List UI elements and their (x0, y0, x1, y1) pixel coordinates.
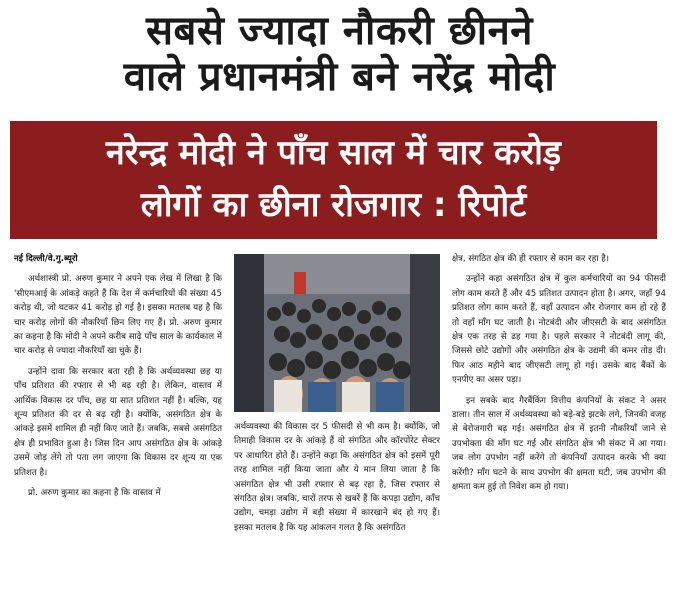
subheadline-banner (10, 121, 657, 239)
article-column-3 (452, 252, 666, 590)
main-headline (10, 8, 669, 100)
banner-line-2: लोगों का छीना रोजगार : रिपोर्ट (140, 185, 527, 225)
article-paragraph: अर्थशास्त्री प्रो. अरुण कुमार ने अपने एक लेख में लिखा है कि 'सीएमआई के आंकड़े कहते हैं कि देश में कर्मचारियों की संख्या 45 करोड़ थी, जो घटकर 41 करोड़ हो गई है। इसका मतलब यह है कि चार करोड़ लोगों की नौकरियाँ छिन लिए गए हैं। प्रो. अरुण कुमार का कहना है कि मोदी ने अपने करीब साढ़े पाँच साल के कार्यकाल में चार करोड़ से ज्यादा नौकरियाँ खा चुके हैं। (14, 274, 222, 357)
article-paragraph: इन सबके बाद गैरबैंकिंग वित्तीय कंपनियों के संकट ने असर डाला। तीन साल में अर्थव्यवस्था को बड़े-बड़े झटके लगे, जिनकी वजह से बेरोजगारी बढ़ गई। असंगठित क्षेत्र में इतनी नौकरियाँ जाने से उपभोक्ता की माँग घट गई और संगठित क्षेत्र भी संकट में आ गया। जब लोग उपभोग नहीं करेंगे तो कंपनियाँ उत्पादन करके भी क्या करेंगी? माँग घटने के साथ उपभोग की क्षमता घटी, जब उपभोग की क्षमता कम हुई तो निवेश कम हो गया। (452, 395, 666, 493)
article-paragraph: क्षेत्र, संगठित क्षेत्र की ही रफ्तार से काम कर रहा है। (452, 254, 610, 264)
headline-line-2: वाले प्रधानमंत्री बने नरेंद्र मोदी (123, 54, 556, 100)
dateline: नई दिल्ली/वे.गु.ब्यूरो (14, 254, 78, 264)
crowd-photo-image (234, 254, 440, 412)
article-column-2 (234, 420, 440, 590)
article-paragraph: अर्थव्यवस्था की विकास दर 5 फीसदी से भी कम है। क्योंकि, जो तिमाही विकास दर के आंकड़े हैं वो संगठित और कॉरपोरेट सेक्टर पर आधारित होते हैं। उन्होंने कहा कि असंगठित क्षेत्र को इसमें पूरी तरह शामिल नहीं किया जाता और ये मान लिया जाता है कि असंगठित क्षेत्र भी उसी रफ्तार से बढ़ रहा है, जिस रफ्तार से संगठित क्षेत्र। जबकि, चारों तरफ से खबरें हैं कि कपड़ा उद्योग, काँच उद्योग, चमड़ा उद्योग में बड़ी संख्या में कारखाने बंद हो गए हैं। इसका मतलब है कि यह आंकलन गलत है कि असंगठित (234, 422, 440, 533)
headline-line-1: सबसे ज्यादा नौकरी छीनने (145, 8, 534, 54)
banner-line-1: नरेन्द्र मोदी ने पाँच साल में चार करोड़ (105, 133, 562, 173)
article-paragraph: उन्होंने दावा कि सरकार बता रही है कि अर्थव्यवस्था छह या पाँच प्रतिशत की रफ्तार से भी बढ़ रही है। लेकिन, वास्तव में आर्थिक विकास दर पाँच, छह या सात प्रतिशत नहीं है। बल्कि, यह शून्य प्रतिशत की दर से बढ़ रही है। क्योंकि, असंगठित क्षेत्र के आंकड़े इसमें शामिल ही नहीं किए जाते हैं। जबकि, सबसे असंगठित क्षेत्र ही प्रभावित हुआ है। जिस दिन आप असंगठित क्षेत्र के आंकड़े उसमें जोड़ लेंगे तो पता लग जाएगा कि विकास दर शून्य या एक प्रतिशत है। (14, 366, 222, 478)
article-paragraph: उन्होंने कहा असंगठित क्षेत्र में कुल कर्मचारियों का 94 फीसदी लोग काम करते हैं और 45 प्रतिशत उत्पादन होता है। अगर, जहाँ 94 प्रतिशत लोग काम करते हैं, वहाँ उत्पादन और रोजगार कम हो रहे हैं तो वहाँ माँग घट जाती है। नोटबंदी और जीएसटी के बाद असंगठित क्षेत्र एक तरह से ढह गया है। पहले सरकार ने नोटबंदी लागू की, जिससे छोटे उद्योगों और असंगठित क्षेत्र के उद्यमी की कमर तोड़ दी। फिर आठ महीने बाद जीएसटी लागू हो गई। उसके बाद बैंकों के एनपीए का असर पड़ा। (452, 274, 666, 386)
article-paragraph: प्रो. अरुण कुमार का कहना है कि वास्तव में (28, 488, 161, 499)
crowd-photo (234, 254, 440, 412)
article-column-1 (14, 252, 222, 590)
